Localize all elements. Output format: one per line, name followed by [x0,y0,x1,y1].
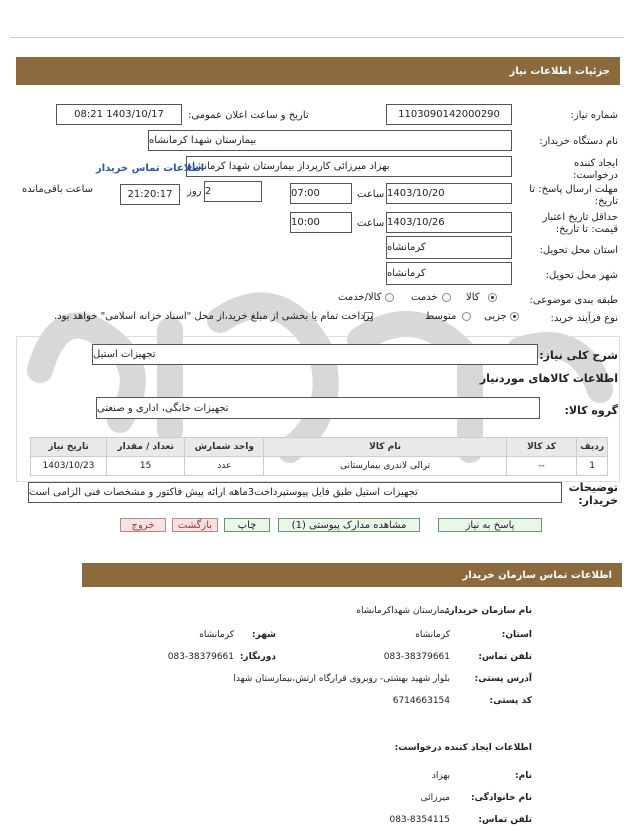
cell-qty: 15 [106,457,184,476]
contact-address-value: بلوار شهید بهشتی- روبروی قرارگاه ارتش،بیمارستان شهدا [233,674,450,684]
contact-org-value: بیمارستان شهداکرمانشاه [356,606,450,616]
summary-label: شرح کلی نیاز: [539,349,618,362]
col-date: تاریخ نیاز [31,438,107,457]
deadline-date-value: 1403/10/20 [387,188,445,199]
goods-info-title: اطلاعات کالاهای موردنیاز [479,372,618,385]
cell-unit: عدد [185,457,264,476]
city-field [386,262,512,285]
contact-address-label: آدرس پستی: [474,674,532,684]
creator-family-label: نام خانوادگی: [470,793,532,803]
col-unit: واحد شمارش [185,438,264,457]
validity-time-value: 10:00 [291,217,320,228]
summary-value: تجهیزات استیل [93,349,156,360]
city-value: کرمانشاه [387,268,426,279]
need-number-field: 1103090142000290 [386,104,512,125]
buyer-value: بیمارستان شهدا کرمانشاه [149,135,257,146]
payment-note: پرداخت تمام یا بخشی از مبلغ خرید،از محل "اسناد خزانه اسلامی" خواهد بود. [54,311,373,322]
category-radio-both[interactable] [385,293,394,302]
page-title: جزئیات اطلاعات نیاز [509,65,610,77]
creator-family-value: میرزائی [420,793,450,803]
province-field [386,236,512,259]
deadline-time-field [290,183,352,204]
remaining-value: 21:20:17 [127,189,173,200]
contact-fax-value: 083-38379661 [167,652,234,662]
purchase-type-label: نوع فرآیند خرید: [550,313,618,324]
category-option-both: کالا/خدمت [338,292,382,303]
city-label: شهر محل تحویل: [545,270,618,281]
summary-field [92,344,538,365]
cell-code: -- [506,457,576,476]
days-label: روز [187,186,202,197]
creator-name-value: بهزاد [431,771,450,781]
exit-button[interactable]: خروج [120,518,166,532]
contact-province-label: استان: [501,630,532,640]
group-field [96,397,540,419]
buyer-field [148,130,512,151]
contact-city-value: کرمانشاه [199,630,234,640]
category-option-goods: کالا [466,292,480,303]
category-option-service: خدمت [411,292,438,303]
contact-org-label: نام سازمان خریدار: [445,606,532,616]
validity-time-label: ساعت [357,218,385,229]
table-header-row [31,438,608,457]
remaining-label: ساعت باقی‌مانده [22,184,94,195]
creator-phone-value: 083-8354115 [389,815,450,825]
contact-postal-label: کد پستی: [489,696,532,706]
days-field [204,181,262,202]
purchase-radio-medium[interactable] [462,312,471,321]
reply-button[interactable]: پاسخ به نیاز [438,518,542,532]
days-value: 2 [205,186,212,197]
col-qty: تعداد / مقدار [106,438,184,457]
items-table [30,437,608,476]
contact-fax-label: دورنگار: [239,652,276,662]
need-number-label: شماره نیاز: [570,110,618,121]
col-row: ردیف [577,438,608,457]
cell-row: 1 [577,457,608,476]
announce-field: 1403/10/17 08:21 [56,104,182,125]
category-label: طبقه بندی موضوعی: [529,295,618,306]
creator-label: ایجاد کننده درخواست: [573,158,618,181]
col-code: کد کالا [506,438,576,457]
notes-label: توضیحات خریدار: [568,481,618,507]
contact-city-label: شهر: [252,630,276,640]
print-button[interactable]: چاپ [224,518,270,532]
creator-info-title: اطلاعات ایجاد کننده درخواست: [394,743,532,753]
contact-header [82,563,622,587]
deadline-time-value: 07:00 [291,188,320,199]
notes-value: تجهیزات استیل طبق فایل پیوستپرداخت3ماهه ارائه پیش فاکتور و مشخصات فنی الزامی است [29,487,418,498]
deadline-time-label: ساعت [357,189,385,200]
contact-link[interactable]: اطلاعات تماس خریدار [96,163,205,174]
contact-province-value: کرمانشاه [415,630,450,640]
table-row [31,457,608,476]
creator-name-label: نام: [515,771,532,781]
page-header [16,57,620,85]
validity-date-field [386,212,512,233]
creator-value: بهزاد میرزائی کارپرداز بیمارستان شهدا کرمانشاه [187,161,390,172]
validity-date-value: 1403/10/26 [387,217,445,228]
notes-field [28,482,562,503]
purchase-radio-minor[interactable] [510,312,519,321]
creator-phone-label: تلفن تماس: [478,815,532,825]
contact-phone-label: تلفن تماس: [478,652,532,662]
cell-name: ترالی لاندری بیمارستانی [264,457,507,476]
category-radio-goods[interactable] [488,293,497,302]
back-button[interactable]: بازگشت [172,518,218,532]
remaining-field [120,184,180,205]
deadline-label: مهلت ارسال پاسخ: تا تاریخ: [529,184,618,207]
contact-postal-value: 6714663154 [392,696,450,706]
purchase-option-medium: متوسط [425,311,457,322]
deadline-date-field [386,183,512,204]
category-radio-service[interactable] [442,293,451,302]
buyer-label: نام دستگاه خریدار: [539,136,618,147]
validity-time-field [290,212,352,233]
attachments-button[interactable]: مشاهده مدارک پیوستی (1) [278,518,420,532]
group-value: تجهیزات خانگی، اداری و صنعتی [97,402,229,414]
cell-date: 1403/10/23 [31,457,107,476]
contact-title: اطلاعات تماس سازمان خریدار [462,569,612,581]
group-label: گروه کالا: [564,404,618,417]
province-value: کرمانشاه [387,242,426,253]
col-name: نام کالا [264,438,507,457]
top-divider [10,37,624,38]
purchase-option-minor: جزیی [484,311,507,322]
province-label: استان محل تحویل: [539,245,618,256]
creator-field [186,156,512,177]
announce-label: تاریخ و ساعت اعلان عمومی: [188,110,309,121]
contact-phone-value: 083-38379661 [383,652,450,662]
validity-label: حداقل تاریخ اعتبار قیمت: تا تاریخ: [542,212,618,235]
